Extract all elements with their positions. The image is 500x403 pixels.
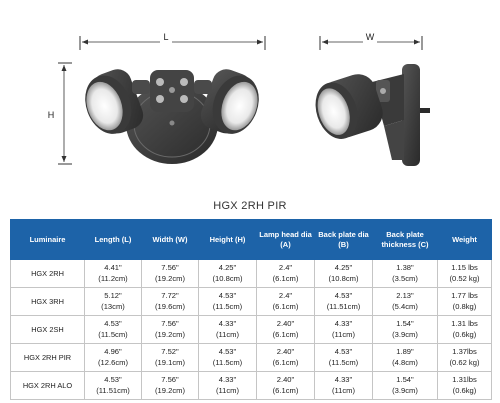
header-length: Length (L): [85, 220, 142, 260]
cell-weight: [438, 260, 492, 288]
cell-inch: 2.40": [276, 319, 295, 329]
cell-width: [142, 260, 199, 288]
cell-length: [85, 372, 142, 400]
cell-metric: (11cm): [215, 329, 240, 339]
cell-back-plate: [315, 344, 373, 372]
cell-width: [142, 344, 199, 372]
cell-inch: 2.13": [396, 291, 414, 301]
cell-height: [199, 316, 257, 344]
cell-metric: (0.52 kg): [449, 273, 480, 283]
cell-inch: 4.33": [334, 319, 353, 329]
cell-metric: (19.2cm): [155, 273, 185, 283]
cell-metric: (11cm): [331, 329, 356, 339]
front-view-fixture: [77, 65, 267, 164]
cell-metric: (11cm): [331, 385, 356, 395]
cell-metric: (0.6kg): [452, 385, 477, 395]
cell-inch: 1.38": [396, 263, 414, 273]
cell-inch: 2.4": [278, 291, 293, 301]
cell-metric: (6.1cm): [272, 357, 299, 367]
cell-metric: (11cm): [215, 385, 240, 395]
cell-inch: 5.12": [104, 291, 122, 301]
cell-inch: 4.41": [104, 263, 122, 273]
table-row: [11, 316, 492, 344]
length-dimension: [80, 34, 265, 50]
dim-length-label: L: [163, 32, 169, 42]
figure-caption: HGX 2RH PIR: [213, 200, 287, 212]
cell-metric: (12.6cm): [98, 357, 128, 367]
cell-inch: 4.25": [334, 263, 353, 273]
cell-metric: (3.9cm): [392, 385, 418, 395]
cell-model: HGX 2RH PIR: [11, 344, 85, 372]
cell-inch: 4.53": [218, 347, 237, 357]
cell-inch: 1.54": [396, 319, 414, 329]
cell-inch: 4.53": [334, 347, 353, 357]
height-dimension: [58, 63, 72, 164]
cell-inch: 4.53": [104, 319, 122, 329]
header-weight: Weight: [438, 220, 492, 260]
cell-inch: 7.56": [161, 263, 179, 273]
cell-back-plate: [315, 316, 373, 344]
cell-length: [85, 344, 142, 372]
dim-height-label: H: [47, 110, 55, 120]
cell-inch: 7.56": [161, 319, 179, 329]
cell-weight: [438, 344, 492, 372]
cell-model: HGX 2SH: [11, 316, 85, 344]
cell-metric: (6.1cm): [272, 273, 299, 283]
table-header-row: [11, 220, 492, 260]
cell-metric: (19.2cm): [155, 385, 185, 395]
cell-imperial: 1.15 lbs: [451, 263, 478, 273]
cell-metric: (10.8cm): [328, 273, 359, 283]
cell-metric: (11.5cm): [328, 357, 359, 367]
cell-weight: [438, 288, 492, 316]
header-back-plate-thickness: Back plate thickness (C): [373, 220, 438, 260]
header-luminaire: Luminaire: [11, 220, 85, 260]
cell-back-plate: [315, 372, 373, 400]
cell-metric: (6.1cm): [272, 329, 299, 339]
cell-thickness: [373, 260, 438, 288]
cell-inch: 4.33": [334, 375, 353, 385]
side-view-fixture: [309, 64, 430, 166]
cell-imperial: 1.77 lbs: [451, 291, 478, 301]
cell-height: [199, 260, 257, 288]
cell-metric: (19.2cm): [155, 329, 185, 339]
cell-model: HGX 2RH ALO: [11, 372, 85, 400]
cell-thickness: [373, 288, 438, 316]
cell-width: [142, 288, 199, 316]
cell-inch: 7.56": [161, 375, 179, 385]
drawing-svg: [0, 0, 500, 200]
cell-length: [85, 288, 142, 316]
cell-inch: 1.89": [396, 347, 414, 357]
table-row: [11, 288, 492, 316]
cell-metric: (0.62 kg): [449, 357, 480, 367]
cell-metric: (11.5cm): [212, 301, 243, 311]
cell-back-plate: [315, 260, 373, 288]
cell-lamp-head: [257, 316, 315, 344]
cell-metric: (19.1cm): [155, 357, 185, 367]
cell-metric: (6.1cm): [272, 385, 299, 395]
cell-model: HGX 2RH: [11, 260, 85, 288]
cell-inch: 7.52": [161, 347, 179, 357]
cell-weight: [438, 316, 492, 344]
cell-length: [85, 260, 142, 288]
cell-metric: (4.8cm): [392, 357, 418, 367]
table-row: [11, 260, 492, 288]
cell-metric: (11.51cm): [96, 385, 130, 395]
cell-thickness: [373, 344, 438, 372]
cell-weight: [438, 372, 492, 400]
cell-inch: 1.54": [396, 375, 414, 385]
cell-height: [199, 372, 257, 400]
header-lamp-head-dia: Lamp head dia (A): [257, 220, 315, 260]
cell-inch: 4.33": [218, 319, 237, 329]
cell-inch: 4.53": [218, 291, 237, 301]
cell-metric: (13cm): [101, 301, 125, 311]
cell-width: [142, 316, 199, 344]
cell-metric: (6.1cm): [272, 301, 299, 311]
cell-back-plate: [315, 288, 373, 316]
cell-lamp-head: [257, 344, 315, 372]
cell-length: [85, 316, 142, 344]
cell-metric: (3.5cm): [392, 273, 418, 283]
header-back-plate-dia: Back plate dia (B): [315, 220, 373, 260]
cell-metric: (0.8kg): [452, 301, 477, 311]
cell-inch: 4.53": [334, 291, 353, 301]
dim-width-label: W: [365, 32, 375, 42]
cell-lamp-head: [257, 260, 315, 288]
cell-width: [142, 372, 199, 400]
specification-table: [10, 219, 492, 400]
cell-model: HGX 3RH: [11, 288, 85, 316]
cell-inch: 2.40": [276, 375, 295, 385]
cell-inch: 4.25": [218, 263, 237, 273]
cell-inch: 4.96": [104, 347, 122, 357]
cell-inch: 4.53": [104, 375, 122, 385]
header-height: Height (H): [199, 220, 257, 260]
cell-metric: (19.6cm): [155, 301, 185, 311]
cell-metric: (11.5cm): [212, 357, 243, 367]
cell-inch: 2.40": [276, 347, 295, 357]
cell-imperial: 1.37lbs: [452, 347, 477, 357]
cell-inch: 2.4": [278, 263, 293, 273]
cell-imperial: 1.31 lbs: [451, 319, 478, 329]
cell-metric: (11.2cm): [98, 273, 128, 283]
cell-inch: 4.33": [218, 375, 237, 385]
header-width: Width (W): [142, 220, 199, 260]
cell-thickness: [373, 316, 438, 344]
cell-lamp-head: [257, 372, 315, 400]
cell-metric: (11.51cm): [326, 301, 361, 311]
cell-metric: (0.6kg): [452, 329, 477, 339]
cell-metric: (10.8cm): [212, 273, 243, 283]
table-row: [11, 344, 492, 372]
cell-height: [199, 344, 257, 372]
cell-metric: (3.9cm): [392, 329, 418, 339]
cell-imperial: 1.31lbs: [452, 375, 477, 385]
cell-metric: (11.5cm): [98, 329, 128, 339]
cell-thickness: [373, 372, 438, 400]
cell-lamp-head: [257, 288, 315, 316]
cell-inch: 7.72": [161, 291, 179, 301]
cell-height: [199, 288, 257, 316]
table-row: [11, 372, 492, 400]
cell-metric: (5.4cm): [392, 301, 418, 311]
technical-drawings: [0, 0, 500, 200]
